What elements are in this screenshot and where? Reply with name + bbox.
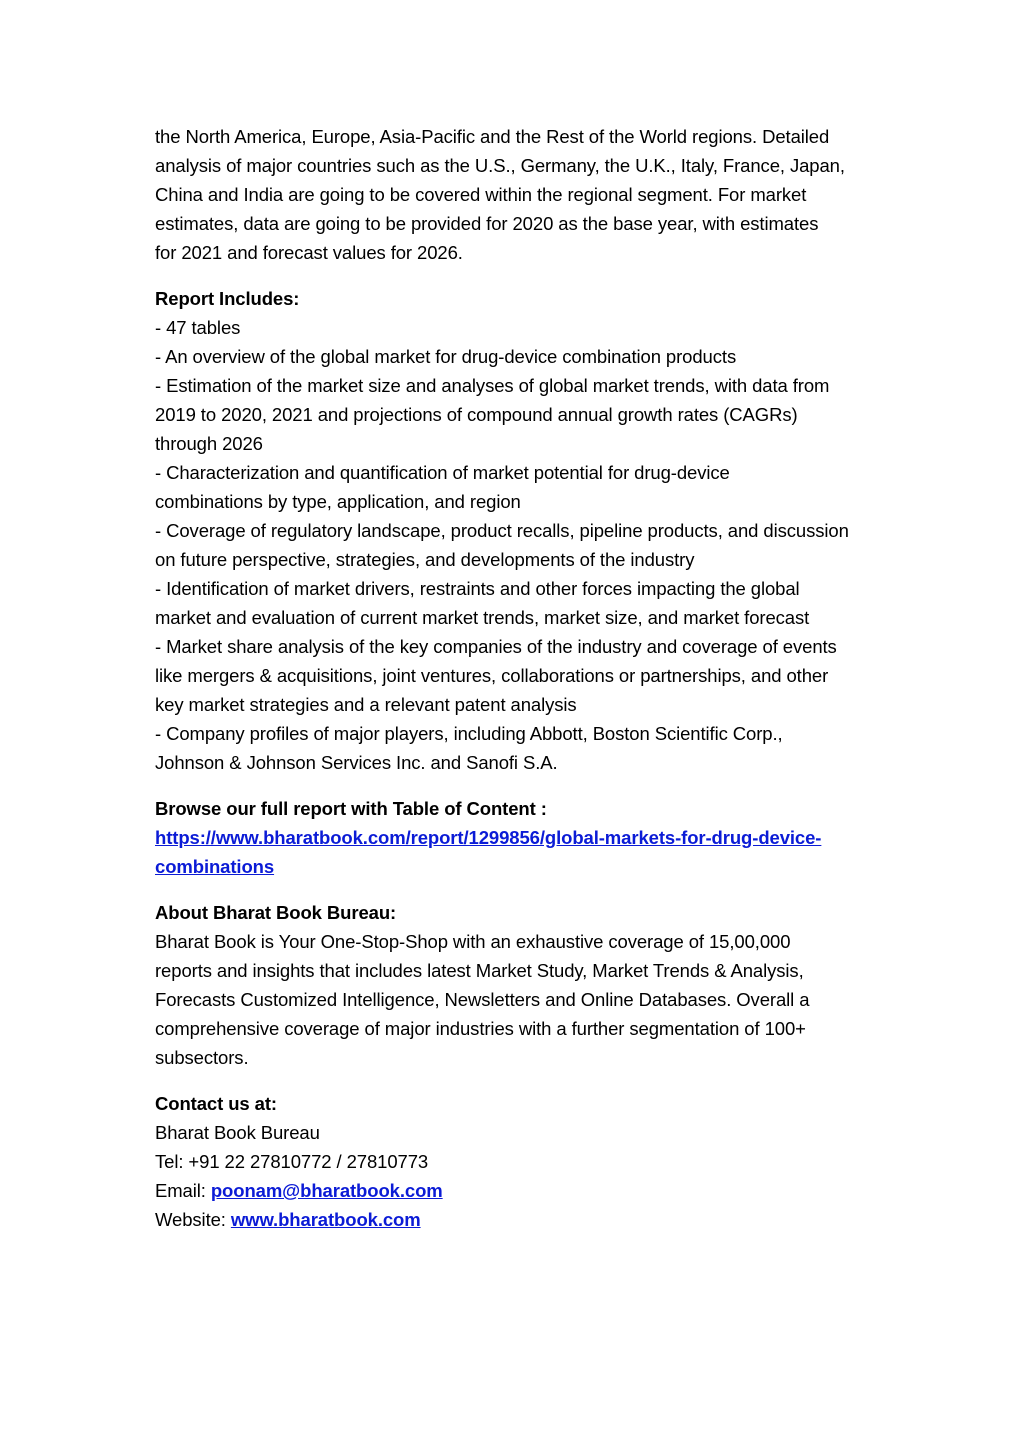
contact-heading: Contact us at: [155, 1093, 277, 1114]
report-includes-line: market and evaluation of current market trends, market size, and market forecast [155, 607, 810, 628]
report-includes-line: - Identification of market drivers, restraints and other forces impacting the global [155, 578, 800, 599]
contact-email-row [155, 1176, 885, 1205]
about-line: subsectors. [155, 1047, 249, 1068]
report-url-link[interactable] [155, 823, 885, 881]
website-label: Website: [155, 1209, 231, 1230]
intro-line: analysis of major countries such as the U.S., Germany, the U.K., Italy, France, Japan, [155, 155, 845, 176]
report-includes-line: - Market share analysis of the key companies of the industry and coverage of events [155, 636, 837, 657]
report-includes-line: - Characterization and quantification of market potential for drug-device [155, 462, 730, 483]
report-includes-line: through 2026 [155, 433, 263, 454]
report-url-line-2[interactable]: combinations [155, 856, 275, 877]
intro-line: the North America, Europe, Asia-Pacific and the Rest of the World regions. Detailed [155, 126, 830, 147]
about-line: reports and insights that includes latest Market Study, Market Trends & Analysis, [155, 960, 804, 981]
about-line: Forecasts Customized Intelligence, Newsletters and Online Databases. Overall a [155, 989, 810, 1010]
report-includes-section [155, 284, 885, 777]
report-includes-line: - Company profiles of major players, including Abbott, Boston Scientific Corp., [155, 723, 783, 744]
report-includes-line: combinations by type, application, and region [155, 491, 521, 512]
report-includes-line: 2019 to 2020, 2021 and projections of compound annual growth rates (CAGRs) [155, 404, 798, 425]
intro-paragraph [155, 122, 885, 267]
report-includes-line: - 47 tables [155, 317, 241, 338]
browse-section [155, 794, 885, 881]
email-link[interactable]: poonam@bharatbook.com [210, 1180, 443, 1201]
intro-line: estimates, data are going to be provided for 2020 as the base year, with estimates [155, 213, 819, 234]
report-includes-line: key market strategies and a relevant patent analysis [155, 694, 577, 715]
intro-line: for 2021 and forecast values for 2026. [155, 242, 463, 263]
report-includes-line: on future perspective, strategies, and developments of the industry [155, 549, 695, 570]
report-includes-line: - Estimation of the market size and analyses of global market trends, with data from [155, 375, 830, 396]
report-includes-line: - An overview of the global market for drug-device combination products [155, 346, 737, 367]
contact-company: Bharat Book Bureau [155, 1122, 320, 1143]
about-line: Bharat Book is Your One-Stop-Shop with an exhaustive coverage of 15,00,000 [155, 931, 791, 952]
report-includes-line: Johnson & Johnson Services Inc. and Sanofi S.A. [155, 752, 558, 773]
intro-line: China and India are going to be covered within the regional segment. For market [155, 184, 807, 205]
browse-heading: Browse our full report with Table of Content : [155, 798, 547, 819]
document-page [155, 122, 885, 1251]
report-includes-heading: Report Includes: [155, 288, 300, 309]
contact-section [155, 1089, 885, 1234]
contact-website-row [155, 1205, 885, 1234]
about-line: comprehensive coverage of major industries with a further segmentation of 100+ [155, 1018, 806, 1039]
report-url-line-1[interactable]: https://www.bharatbook.com/report/1299856/global-markets-for-drug-device- [155, 827, 822, 848]
about-heading: About Bharat Book Bureau: [155, 902, 397, 923]
report-includes-line: like mergers & acquisitions, joint ventures, collaborations or partnerships, and other [155, 665, 829, 686]
contact-tel: Tel: +91 22 27810772 / 27810773 [155, 1151, 429, 1172]
report-includes-line: - Coverage of regulatory landscape, product recalls, pipeline products, and discussion [155, 520, 849, 541]
about-section [155, 898, 885, 1072]
website-link[interactable]: www.bharatbook.com [230, 1209, 421, 1230]
email-label: Email: [155, 1180, 211, 1201]
